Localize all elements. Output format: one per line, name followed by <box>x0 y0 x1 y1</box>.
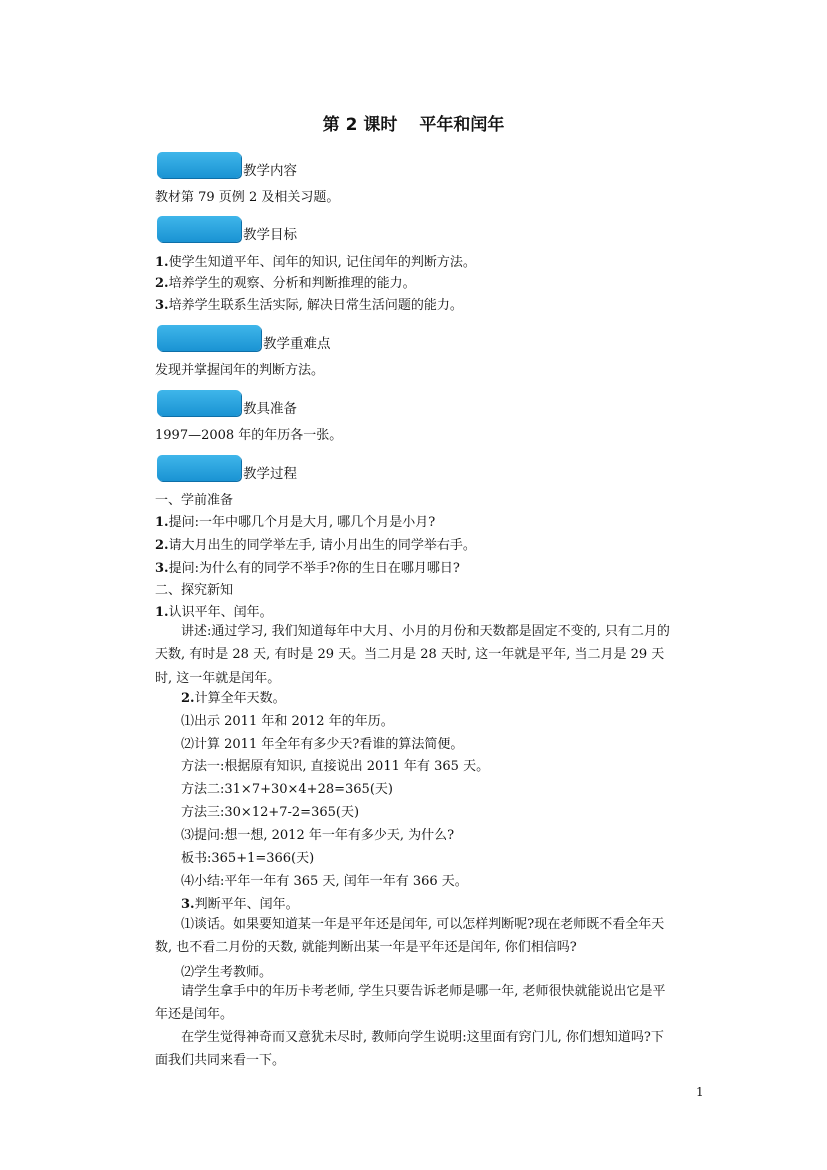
part-heading: 一、学前准备 <box>155 493 234 508</box>
section-badge <box>157 455 241 481</box>
part-heading: 二、探究新知 <box>155 583 234 598</box>
test-paragraph: 请学生拿手中的年历卡考老师, 学生只要告诉老师是哪一年, 老师很快就能说出它是平年还是闰年。 <box>155 984 666 1023</box>
sub-step: ⑵计算 2011 年全年有多少天?看谁的算法简便。 <box>181 737 464 752</box>
lesson-topic: 平年和闰年 <box>419 115 505 135</box>
materials-text: 1997—2008 年的年历各一张。 <box>155 428 343 443</box>
sub-step: ⑷小结:平年一年有 365 天, 闰年一年有 366 天。 <box>181 874 468 889</box>
page-number: 1 <box>696 1085 704 1099</box>
step-item: 3.判断平年、闰年。 <box>181 897 299 912</box>
section-badge <box>157 216 241 242</box>
document-page: 第 2 课时 平年和闰年 教学内容 教材第 79 页例 2 及相关习题。 教学目标 1.使学生知道平年、闰年的知识, 记住闰年的判断方法。 2.培养学生的观察、分析和判断推理的能力。 3.培养学生联系生活实际, 解决日常生活问题的能力。 教学重难点 发现并掌握闰年的判断方法。 教具准备 1997—2008 年的年历各一张。 教学过程 一、学前准备 1.提问:一年中哪几个月是大月, 哪几个月是小月? 2.请大月出生的同学举左手, 请小月出生的同学举右手。 3.提问:为什么有的同学不举手?你的生日在哪月哪日? 二、探究新知 1.认识平年、闰年。 讲述:通过学习, 我们知道每年中大月、小月的月份和天数都是固定不变的, 只有二月的天数, 有时是 28 天, 有时是 29 天。当二月是 28 天时, 这一年就是平年, 当二月是 29 天时, 这一年就是闰年。 2.计算全年天数。 ⑴出示 2011 年和 2012 年的年历。 ⑵计算 2011 年全年有多少天?看谁的算法简便。 方法一:根据原有知识, 直接说出 2011 年有 365 天。 方法二:31×7+30×4+28=365(天) 方法三:30×12+7-2=365(天) ⑶提问:想一想, 2012 年一年有多少天, 为什么? 板书:365+1=366(天) ⑷小结:平年一年有 365 天, 闰年一年有 366 天。 3.判断平年、闰年。 ⑴谈话。如果要知道某一年是平年还是闰年, 可以怎样判断呢?现在老师既不看全年天数, 也不看二月份的天数, 就能判断出某一年是平年还是闰年, 你们相信吗? ⑵学生考教师。 请学生拿手中的年历卡考老师, 学生只要告诉老师是哪一年, 老师很快就能说出它是平年还是闰年。 在学生觉得神奇而又意犹未尽时, 教师向学生说明:这里面有窍门儿, 你们想知道吗?下面我们共同来看一下。 1 <box>0 0 827 1170</box>
goal-item: 3.培养学生联系生活实际, 解决日常生活问题的能力。 <box>155 298 463 313</box>
lesson-title <box>0 110 827 135</box>
sub-step: ⑵学生考教师。 <box>181 965 273 980</box>
method-line: 方法二:31×7+30×4+28=365(天) <box>181 782 393 797</box>
board-line: 板书:365+1=366(天) <box>181 851 315 866</box>
explain-paragraph: 讲述:通过学习, 我们知道每年中大月、小月的月份和天数都是固定不变的, 只有二月的天数, 有时是 28 天, 有时是 29 天。当二月是 28 天时, 这一年就是平年, 当二月是 29 天时, 这一年就是闰年。 <box>155 624 670 686</box>
method-line: 方法一:根据原有知识, 直接说出 2011 年有 365 天。 <box>181 759 490 774</box>
step-item: 2.计算全年天数。 <box>181 691 286 706</box>
talk-paragraph: ⑴谈话。如果要知道某一年是平年还是闰年, 可以怎样判断呢?现在老师既不看全年天数, 也不看二月份的天数, 就能判断出某一年是平年还是闰年, 你们相信吗? <box>155 917 665 956</box>
content-text: 教材第 79 页例 2 及相关习题。 <box>155 190 340 205</box>
goal-item: 1.使学生知道平年、闰年的知识, 记住闰年的判断方法。 <box>155 255 476 270</box>
goal-item: 2.培养学生的观察、分析和判断推理的能力。 <box>155 276 416 291</box>
step-item: 1.认识平年、闰年。 <box>155 605 273 620</box>
sub-step: ⑴出示 2011 年和 2012 年的年历。 <box>181 714 394 729</box>
key-points-text: 发现并掌握闰年的判断方法。 <box>155 363 325 378</box>
method-line: 方法三:30×12+7-2=365(天) <box>181 805 360 820</box>
lesson-number: 第 2 课时 <box>322 115 398 135</box>
question-item: 1.提问:一年中哪几个月是大月, 哪几个月是小月? <box>155 515 436 530</box>
question-item: 2.请大月出生的同学举左手, 请小月出生的同学举右手。 <box>155 538 476 553</box>
question-item: 3.提问:为什么有的同学不举手?你的生日在哪月哪日? <box>155 561 460 576</box>
section-badge <box>157 325 261 351</box>
sub-step: ⑶提问:想一想, 2012 年一年有多少天, 为什么? <box>181 828 455 843</box>
explain-trick-paragraph: 在学生觉得神奇而又意犹未尽时, 教师向学生说明:这里面有窍门儿, 你们想知道吗?下面我们共同来看一下。 <box>155 1030 664 1069</box>
section-badge <box>157 152 241 178</box>
section-badge <box>157 390 241 416</box>
